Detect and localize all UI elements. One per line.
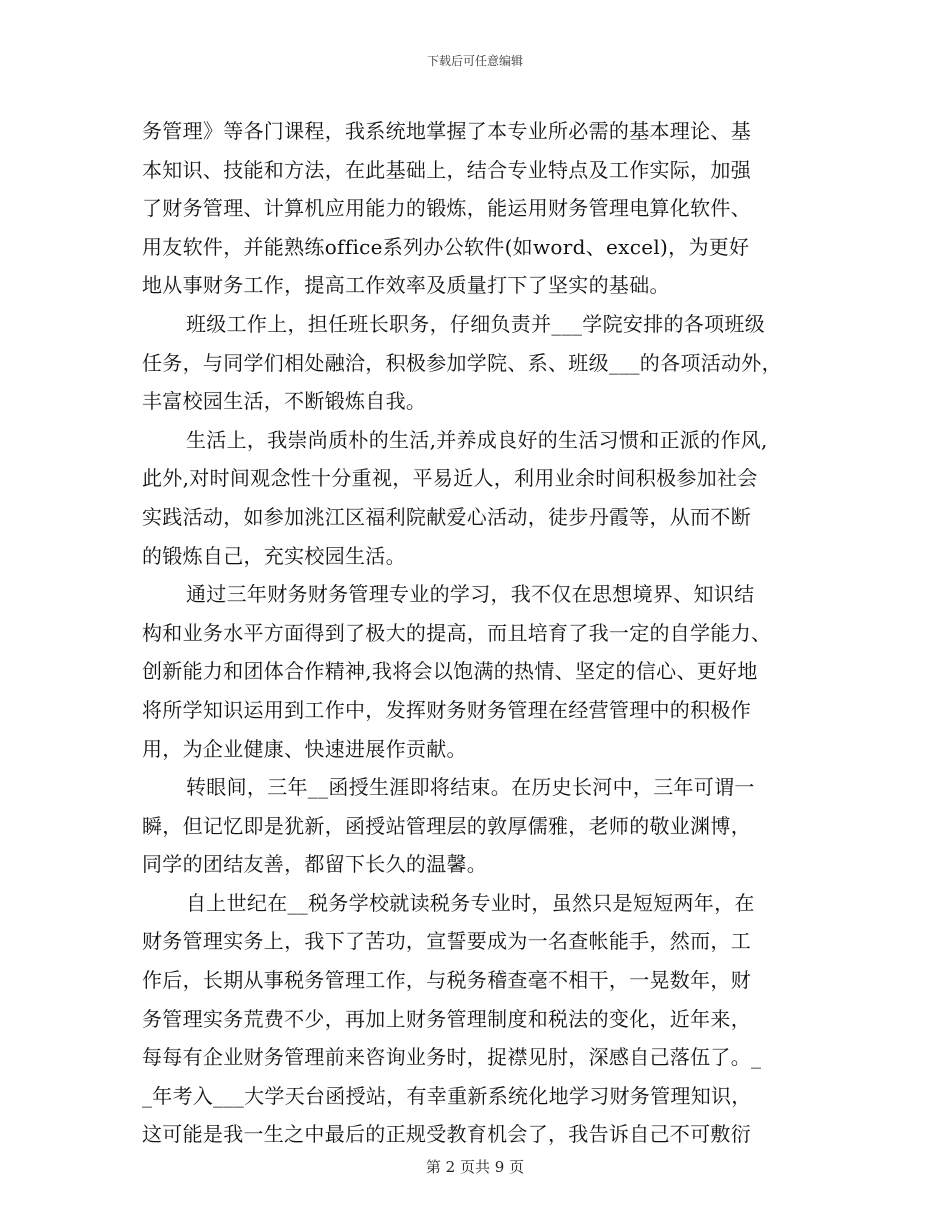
text-line: 同学的团结友善，都留下长久的温馨。 (142, 852, 488, 877)
text-line: 瞬，但记忆即是犹新，函授站管理层的敦厚儒雅，老师的敬业渊博， (142, 813, 751, 838)
text-line: 任务，与同学们相处融洽，积极参加学院、系、班级___的各项活动外， (142, 350, 782, 375)
text-line: 自上世纪在__税务学校就读税务专业时，虽然只是短短两年，在 (186, 890, 755, 915)
text-line: 财务管理实务上，我下了苦功，宣誓要成为一名查帐能手，然而，工 (142, 929, 751, 954)
text-line: _年考入___大学天台函授站，有幸重新系统化地学习财务管理知识， (142, 1083, 752, 1108)
page-footer: 第 2 页共 9 页 (425, 1158, 525, 1176)
text-line: 创新能力和团体合作精神,我将会以饱满的热情、坚定的信心、更好地 (142, 659, 758, 684)
text-line: 通过三年财务财务管理专业的学习，我不仅在思想境界、知识结 (186, 582, 755, 607)
text-line: 此外,对时间观念性十分重视，平易近人，利用业余时间积极参加社会 (142, 466, 758, 491)
text-line: 丰富校园生活，不断锻炼自我。 (142, 389, 427, 414)
text-line: 生活上，我崇尚质朴的生活,并养成良好的生活习惯和正派的作风, (186, 427, 768, 452)
text-line: 本知识、技能和方法，在此基础上，结合专业特点及工作实际，加强 (142, 157, 751, 182)
text-line: 转眼间，三年__函授生涯即将结束。在历史长河中，三年可谓一 (186, 775, 755, 800)
text-line: 每每有企业财务管理前来咨询业务时，捉襟见肘，深感自己落伍了。_ (142, 1045, 762, 1070)
text-line: 这可能是我一生之中最后的正规受教育机会了，我告诉自己不可敷衍 (142, 1122, 751, 1147)
text-line: 务管理》等各门课程，我系统地掌握了本专业所必需的基本理论、基 (142, 119, 751, 143)
text-line: 实践活动，如参加洮江区福利院献爱心活动，徒步丹霞等，从而不断 (142, 504, 751, 529)
text-line: 的锻炼自己，充实校园生活。 (142, 543, 406, 568)
text-line: 用，为企业健康、快速进展作贡献。 (142, 736, 467, 761)
text-line: 作后，长期从事税务管理工作，与税务稽查毫不相干，一晃数年，财 (142, 968, 751, 993)
text-line: 用友软件，并能熟练office系列办公软件(如word、excel)，为更好 (142, 234, 750, 259)
text-line: 务管理实务荒费不少，再加上财务管理制度和税法的变化，近年来， (142, 1006, 751, 1031)
text-line: 了财务管理、计算机应用能力的锻炼，能运用财务管理电算化软件、 (142, 196, 751, 221)
text-line: 构和业务水平方面得到了极大的提高，而且培育了我一定的自学能力、 (142, 620, 772, 645)
text-line: 将所学知识运用到工作中，发挥财务财务管理在经营管理中的积极作 (142, 697, 751, 722)
document-body (142, 112, 832, 1154)
text-line: 班级工作上，担任班长职务，仔细负责并___学院安排的各项班级 (186, 311, 765, 336)
page-header: 下载后可任意编辑 (426, 54, 523, 68)
text-line: 地从事财务工作，提高工作效率及质量打下了坚实的基础。 (142, 273, 670, 298)
